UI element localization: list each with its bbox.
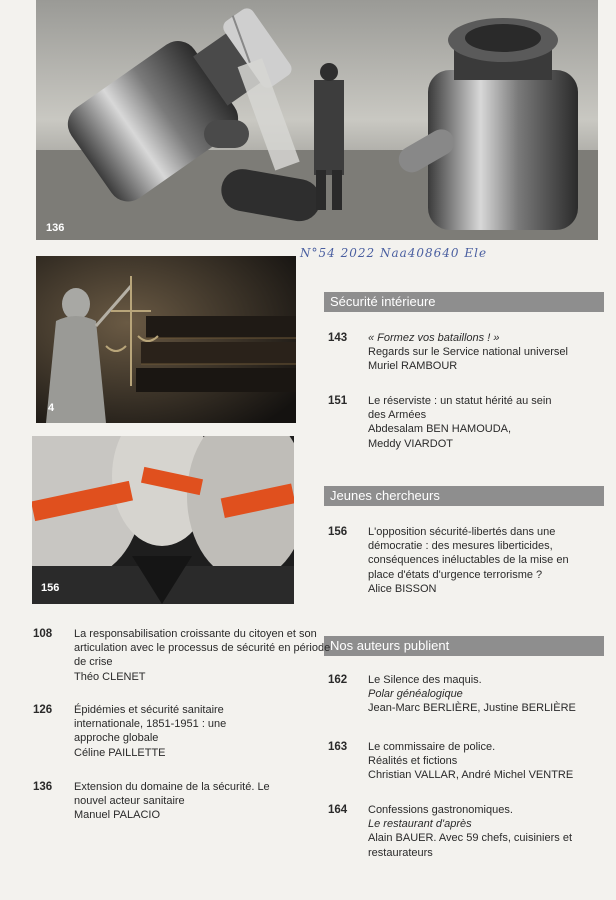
toc-title: Confessions gastronomiques. [368,804,513,816]
toc-entry[interactable] [328,525,608,597]
toc-title: conséquences inéluctables de la mise en [368,554,569,567]
toc-title: Épidémies et sécurité sanitaire internationale, 1851-1951 : une approche globale [74,704,227,745]
toc-page-number: 156 [328,526,348,538]
toc-author: Muriel RAMBOUR [368,360,458,373]
toc-title: « Formez vos bataillons ! » [368,332,500,344]
toc-title: des Armées [368,409,427,422]
toc-author: restaurateurs [368,846,433,859]
toc-entry[interactable] [33,627,331,687]
toc-page-number: 163 [328,741,348,753]
toc-author: Jean-Marc BERLIÈRE, Justine BERLIÈRE [368,702,576,715]
section-header-securite-interieure: Sécurité intérieure [324,292,604,312]
toc-subtitle: Regards sur le Service national universel [368,346,568,359]
toc-page-number: 143 [328,332,348,344]
toc-page-number: 108 [33,628,53,640]
toc-author: Alain BAUER. Avec 59 chefs, cuisiniers et [368,832,573,845]
handwritten-note: N°54 2022 Naa408640 Ele [300,246,488,260]
image-page-number: 156 [41,582,60,594]
toc-page-number: 151 [328,395,348,407]
toc-author: Manuel PALACIO [74,809,161,822]
toc-author: Théo CLENET [74,670,146,683]
vaccine-vials-photo [36,0,598,240]
toc-entry[interactable] [328,394,608,452]
toc-title: place d'états d'urgence terrorisme ? [368,568,543,581]
image-page-number: 4 [48,402,55,414]
section-header-nos-auteurs-publient: Nos auteurs publient [324,636,604,656]
toc-title: L'opposition sécurité-libertés dans une [368,526,556,538]
toc-entry[interactable] [328,803,608,861]
lady-justice-photo [36,256,296,423]
section-header-jeunes-chercheurs: Jeunes chercheurs [324,486,604,506]
toc-title: Extension du domaine de la sécurité. Le nouvel acteur sanitaire [74,781,270,808]
toc-title: Le Silence des maquis. [368,674,482,686]
toc-author: Abdesalam BEN HAMOUDA, [368,423,512,436]
image-page-number: 136 [46,222,65,234]
toc-page-number: 164 [328,804,348,816]
toc-page-number: 136 [33,781,53,793]
toc-author: Meddy VIARDOT [368,437,453,450]
toc-author: Alice BISSON [368,582,437,595]
toc-page-number: 162 [328,674,348,686]
toc-entry[interactable] [33,780,301,828]
toc-entry[interactable] [328,740,608,785]
toc-author: Christian VALLAR, André Michel VENTRE [368,769,574,782]
toc-title: Le commissaire de police. [368,741,496,753]
toc-subtitle: Polar généalogique [368,688,463,701]
toc-entry[interactable] [33,703,301,763]
toc-entry[interactable] [328,331,608,376]
toc-title: La responsabilisation croissante du citoyen et son articulation avec le processus de sécurité en période de crise [74,628,331,669]
toc-title: démocratie : des mesures liberticides, [368,540,553,553]
toc-entry[interactable] [328,673,608,718]
toc-page-number: 126 [33,704,53,716]
gagged-faces-photo [32,436,294,604]
toc-subtitle: Le restaurant d'après [368,818,472,831]
toc-subtitle: Réalités et fictions [368,755,458,768]
toc-author: Céline PAILLETTE [74,746,166,759]
toc-title: Le réserviste : un statut hérité au sein [368,395,552,407]
